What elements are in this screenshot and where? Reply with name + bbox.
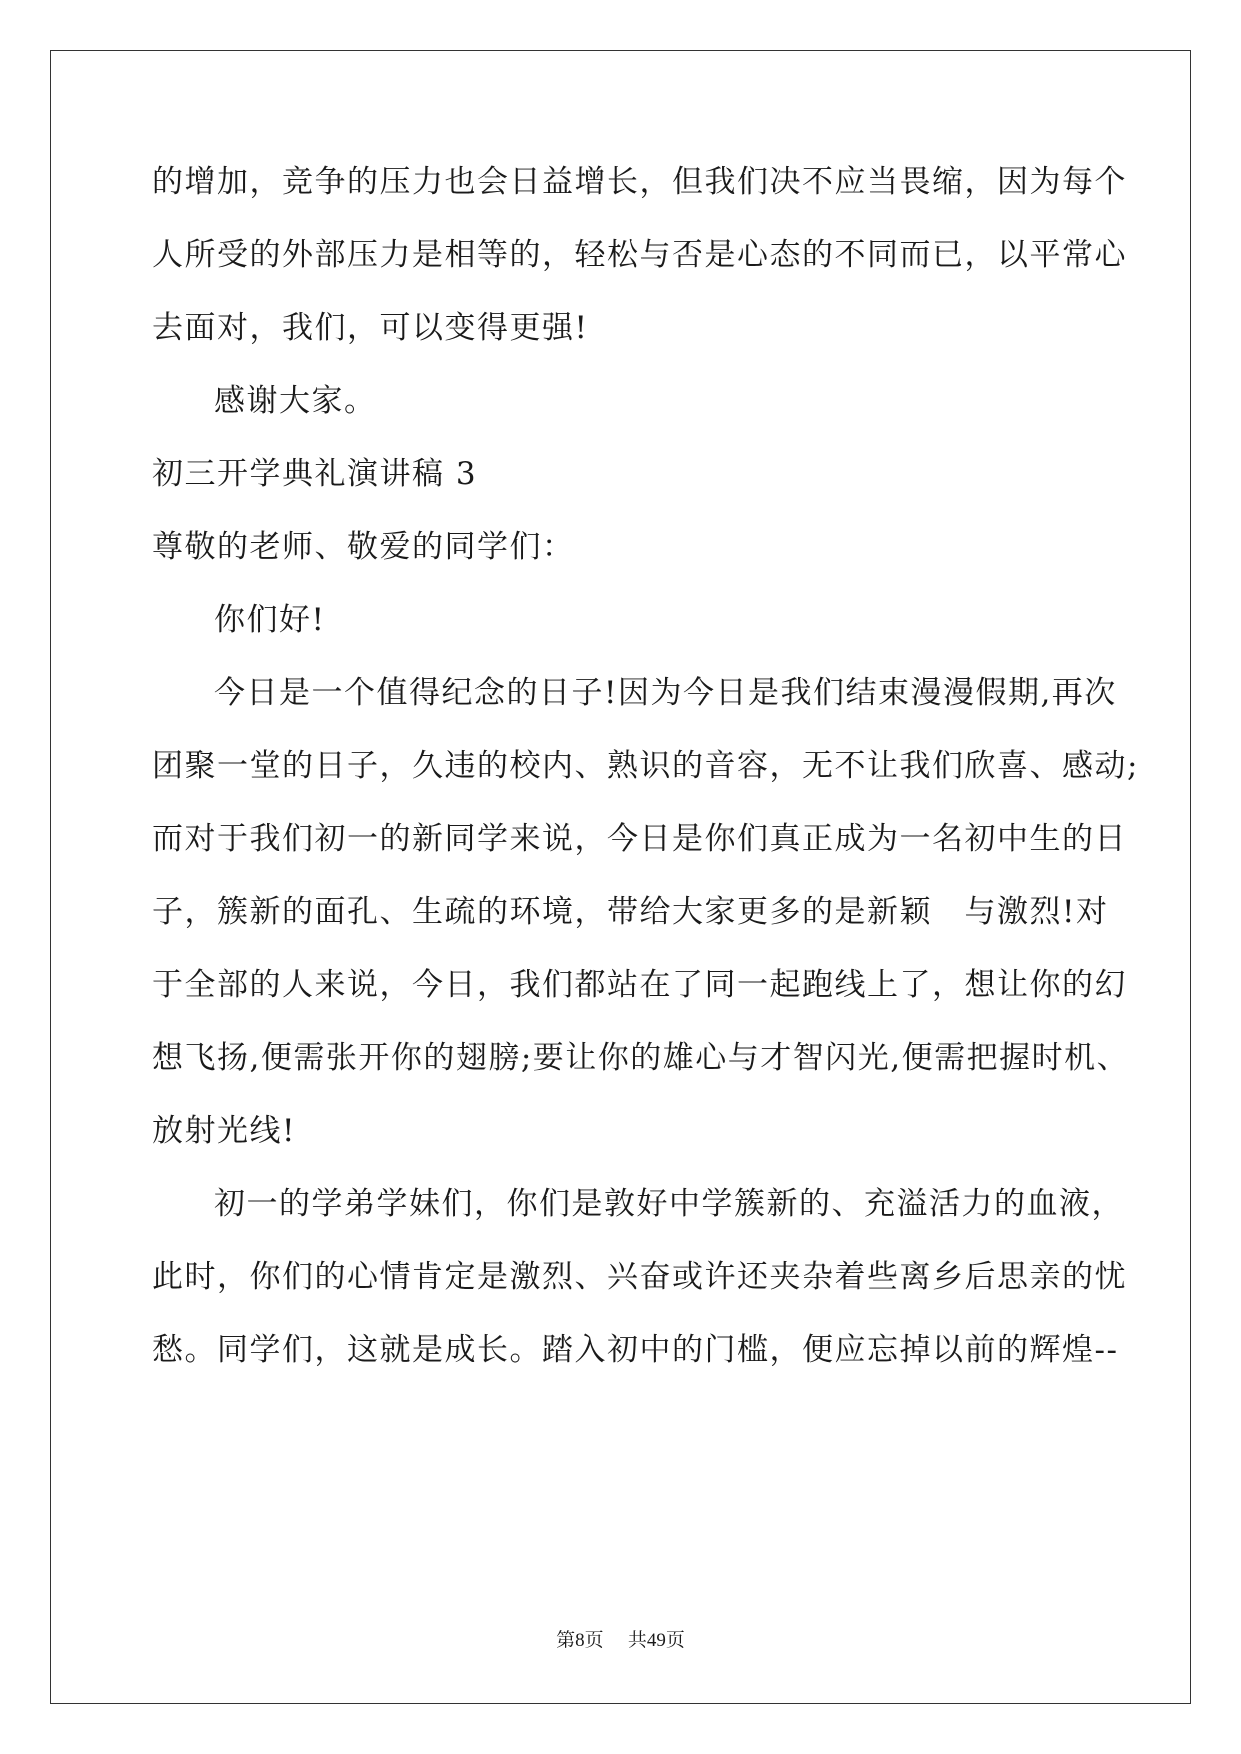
text-line: 人所受的外部压力是相等的，轻松与否是心态的不同而已，以平常心 <box>152 237 1127 273</box>
text-line: 去面对，我们，可以变得更强! <box>152 310 589 346</box>
page-border <box>50 50 1191 1704</box>
salutation: 尊敬的老师、敬爱的同学们： <box>152 529 575 565</box>
greeting: 你们好! <box>214 602 326 638</box>
text-line: 初一的学弟学妹们，你们是敦好中学簇新的、充溢活力的血液， <box>214 1186 1124 1222</box>
text-line: 团聚一堂的日子，久违的校内、熟识的音容，无不让我们欣喜、感动; <box>152 748 1139 784</box>
total-prefix: 共 <box>627 1629 647 1651</box>
page-footer <box>0 1628 1241 1653</box>
page-prefix: 第 <box>556 1629 576 1651</box>
total-pages: 49 <box>646 1630 666 1651</box>
text-line: 放射光线! <box>152 1113 296 1149</box>
text-line: 想飞扬,便需张开你的翅膀;要让你的雄心与才智闪光,便需把握时机、 <box>152 1040 1130 1076</box>
text-line: 此时，你们的心情肯定是激烈、兴奋或许还夹杂着些离乡后思亲的忧 <box>152 1259 1127 1295</box>
total-suffix: 页 <box>665 1629 685 1651</box>
text-line: 而对于我们初一的新同学来说，今日是你们真正成为一名初中生的日 <box>152 821 1127 857</box>
text-line: 子，簇新的面孔、生疏的环境，带给大家更多的是新颖 与激烈!对 <box>152 894 1109 930</box>
text-line: 今日是一个值得纪念的日子!因为今日是我们结束漫漫假期,再次 <box>214 675 1117 711</box>
text-line: 感谢大家。 <box>214 383 377 419</box>
section-heading: 初三开学典礼演讲稿 3 <box>152 456 478 492</box>
page-suffix: 页 <box>584 1629 604 1651</box>
page-number: 8 <box>575 1630 585 1651</box>
text-line: 的增加，竞争的压力也会日益增长，但我们决不应当畏缩，因为每个 <box>152 164 1127 200</box>
text-line: 愁。同学们，这就是成长。踏入初中的门槛，便应忘掉以前的辉煌-- <box>152 1332 1119 1368</box>
text-line: 于全部的人来说，今日，我们都站在了同一起跑线上了，想让你的幻 <box>152 967 1127 1003</box>
